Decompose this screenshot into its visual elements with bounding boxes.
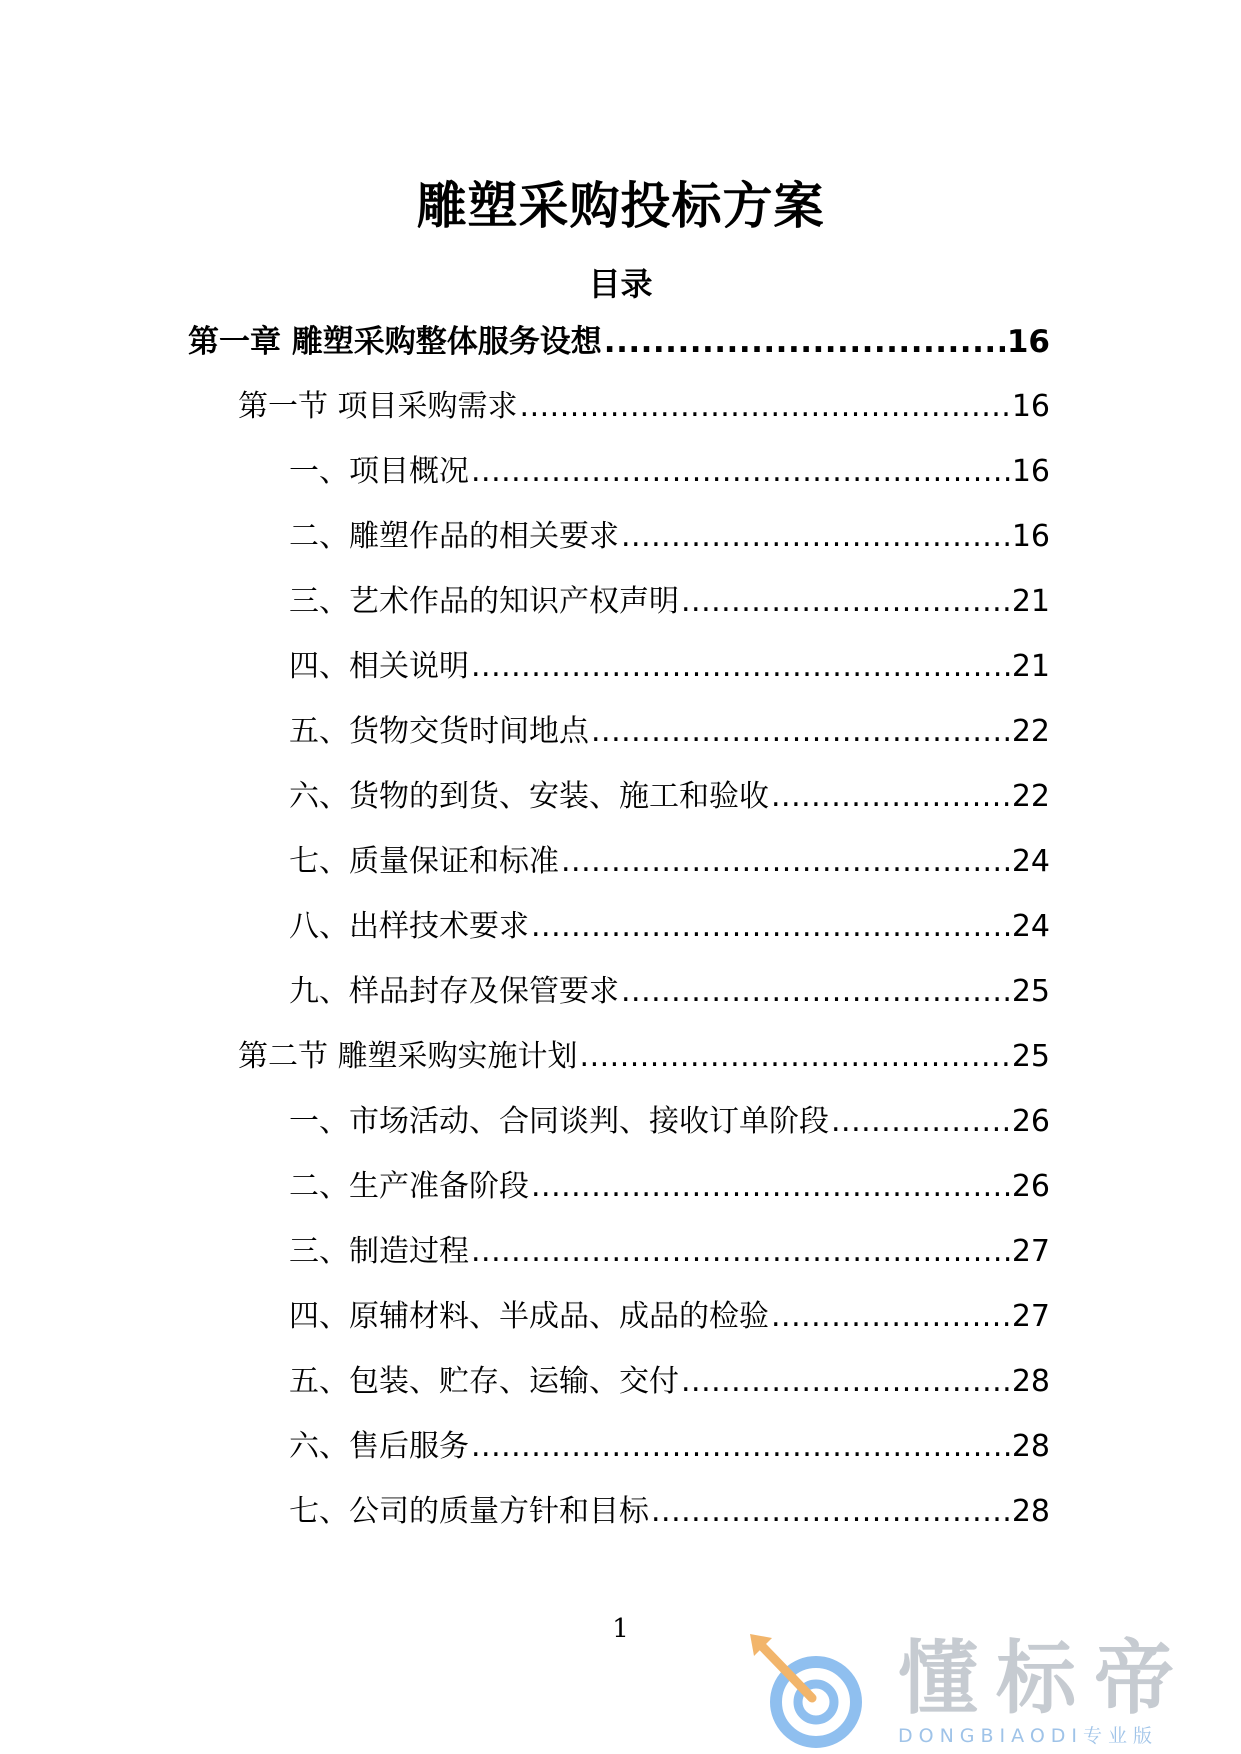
toc-entry[interactable] (188, 322, 1050, 387)
toc-leader-dots (471, 1232, 1010, 1272)
toc-entry-label: 一、项目概况 (289, 454, 469, 489)
toc-leader-dots (471, 647, 1010, 687)
toc-leader-dots (831, 1102, 1010, 1142)
toc-leader-dots (580, 1037, 1010, 1077)
toc-entry-page: 28 (1011, 1364, 1050, 1399)
toc-entry[interactable] (188, 387, 1050, 452)
toc-entry-label: 八、出样技术要求 (289, 909, 529, 944)
toc-entry[interactable] (188, 1427, 1050, 1492)
toc-entry-page: 28 (1011, 1429, 1050, 1464)
toc-entry[interactable] (188, 452, 1050, 517)
toc-leader-dots (771, 777, 1010, 817)
toc-entry[interactable] (188, 647, 1050, 712)
toc-entry-page: 25 (1011, 974, 1050, 1009)
toc-entry[interactable] (188, 1037, 1050, 1102)
toc-entry-page: 28 (1011, 1494, 1050, 1529)
toc-entry-label: 一、市场活动、合同谈判、接收订单阶段 (289, 1104, 829, 1139)
toc-entry[interactable] (188, 842, 1050, 907)
toc-leader-dots (681, 1362, 1010, 1402)
toc-entry-label: 二、生产准备阶段 (289, 1169, 529, 1204)
toc-entry-page: 16 (1011, 389, 1050, 424)
toc-leader-dots (561, 842, 1010, 882)
toc-entry-label: 七、质量保证和标准 (289, 844, 559, 879)
toc-entry-label: 五、包装、贮存、运输、交付 (289, 1364, 679, 1399)
toc-leader-dots (471, 1427, 1010, 1467)
toc-entry-page: 16 (1006, 324, 1050, 360)
toc-entry-page: 25 (1011, 1039, 1050, 1074)
toc-entry-page: 24 (1011, 844, 1050, 879)
toc-leader-dots (651, 1492, 1010, 1532)
toc-entry[interactable] (188, 1102, 1050, 1167)
toc-leader-dots (591, 712, 1010, 752)
toc-entry-label: 六、售后服务 (289, 1429, 469, 1464)
toc-entry-page: 24 (1011, 909, 1050, 944)
toc-entry-page: 22 (1011, 714, 1050, 749)
toc-leader-dots (771, 1297, 1010, 1337)
toc-entry-page: 16 (1011, 519, 1050, 554)
toc-leader-dots (531, 907, 1010, 947)
toc-entry-label: 六、货物的到货、安装、施工和验收 (289, 779, 769, 814)
toc-entry[interactable] (188, 1492, 1050, 1557)
toc-entry[interactable] (188, 712, 1050, 777)
toc-entry-page: 16 (1011, 454, 1050, 489)
toc-entry[interactable] (188, 582, 1050, 647)
page-number: 1 (612, 1614, 629, 1644)
toc-entry[interactable] (188, 1297, 1050, 1362)
toc-entry-label: 五、货物交货时间地点 (289, 714, 589, 749)
toc-leader-dots (520, 387, 1010, 427)
toc-entry-label: 二、雕塑作品的相关要求 (289, 519, 619, 554)
toc-leader-dots (604, 322, 1005, 362)
toc-entry[interactable] (188, 972, 1050, 1037)
toc-entry[interactable] (188, 517, 1050, 582)
toc-entry[interactable] (188, 1232, 1050, 1297)
toc-leader-dots (621, 517, 1010, 557)
toc-entry-page: 21 (1011, 649, 1050, 684)
toc-leader-dots (681, 582, 1010, 622)
toc-entry-label: 第一章 雕塑采购整体服务设想 (188, 324, 602, 360)
toc-entry-page: 26 (1011, 1104, 1050, 1139)
toc-entry-page: 26 (1011, 1169, 1050, 1204)
toc-entry[interactable] (188, 777, 1050, 842)
toc-entry-page: 27 (1011, 1234, 1050, 1269)
toc-entry-page: 27 (1011, 1299, 1050, 1334)
toc-entry-label: 四、相关说明 (289, 649, 469, 684)
toc-entry-label: 三、制造过程 (289, 1234, 469, 1269)
toc-entry-label: 第一节 项目采购需求 (238, 389, 518, 424)
toc-entry-label: 七、公司的质量方针和目标 (289, 1494, 649, 1529)
toc-leader-dots (471, 452, 1010, 492)
toc-entry-label: 三、艺术作品的知识产权声明 (289, 584, 679, 619)
toc-entry[interactable] (188, 907, 1050, 972)
toc-entry[interactable] (188, 1362, 1050, 1427)
toc-leader-dots (621, 972, 1010, 1012)
toc-entry-label: 九、样品封存及保管要求 (289, 974, 619, 1009)
target-arrow-icon (746, 1632, 876, 1750)
toc-entry[interactable] (188, 1167, 1050, 1232)
toc-entry-page: 22 (1011, 779, 1050, 814)
table-of-contents (188, 322, 1050, 1557)
toc-leader-dots (531, 1167, 1010, 1207)
watermark (746, 1632, 1226, 1750)
watermark-brand: 懂标帝 (898, 1632, 1192, 1725)
toc-heading: 目录 (588, 265, 653, 303)
watermark-subtitle: DONGBIAODI专业版 (898, 1725, 1159, 1747)
toc-entry-label: 第二节 雕塑采购实施计划 (238, 1039, 578, 1074)
toc-entry-label: 四、原辅材料、半成品、成品的检验 (289, 1299, 769, 1334)
toc-entry-page: 21 (1011, 584, 1050, 619)
document-title: 雕塑采购投标方案 (416, 177, 825, 235)
